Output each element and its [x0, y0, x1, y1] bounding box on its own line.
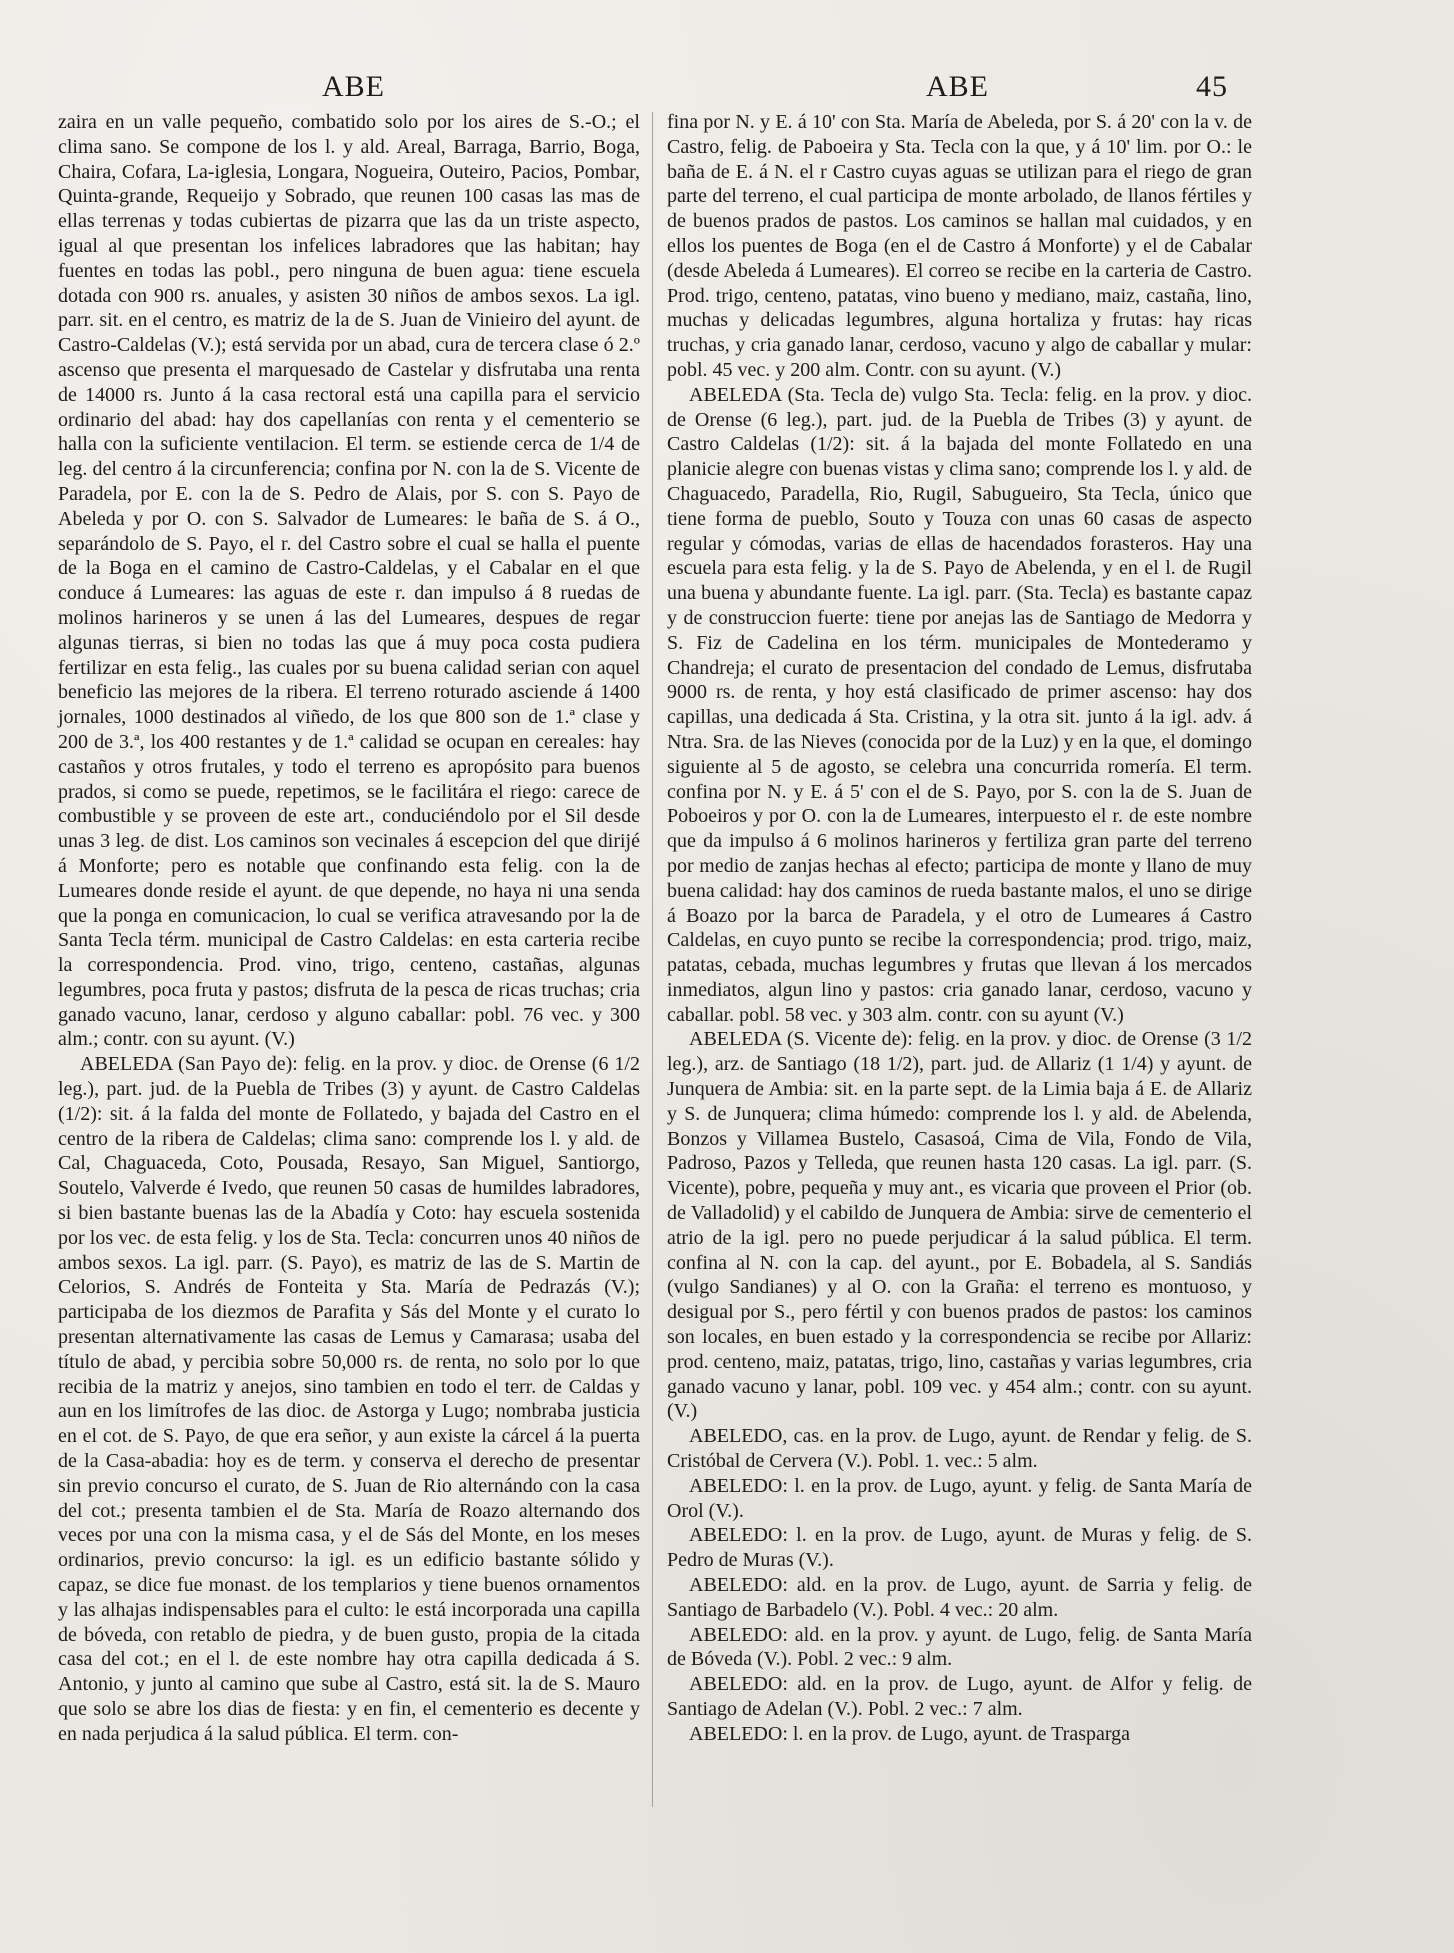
entry-abeleda-s-vicente: ABELEDA (S. Vicente de): felig. en la prov. y dioc. de Orense (3 1/2 leg.), arz. de Santiago (18 1/2), part. jud. de Allariz (1 1/4) y ayunt. de Junquera de Ambia: sit. en la parte sept. de la Limia baja á E. de Allariz y S. de Junquera; clima húmedo: comprende los l. y ald. de Abelenda, Bonzos y Villamea Bustelo, Casasoá, Cima de Vila, Fondo de Vila, Padroso, Pazos y Telleda, que reunen hasta 120 casas. La igl. parr. (S. Vicente), pobre, pequeña y muy ant., es vicaria que proveen el Prior (ob. de Valladolid) y el cabildo de Junquera de Ambia: sirve de cementerio el atrio de la igl. pero no puede perjudicar á la salud pública. El term. confina al N. con la cap. del ayunt., por E. Bobadela, al S. Sandiás (vulgo Sandianes) y al O. con la Graña: el terreno es montuoso, y desigual por S., pero fértil y con buenos prados de pastos: los caminos son locales, en buen estado y la correspondencia se recibe por Allariz: prod. centeno, maiz, patatas, trigo, lino, castañas y varias legumbres, cria ganado vacuno y lanar, pobl. 109 vec. y 454 alm.; contr. con su ayunt. (V.)	[667, 1028, 1252, 1423]
column-divider	[652, 112, 653, 1807]
left-column	[58, 110, 640, 1747]
paragraph-continuation: zaira en un valle pequeño, combatido solo por los aires de S.-O.; el clima sano. Se compone de los l. y ald. Areal, Barraga, Barrio, Boga, Chaira, Cofara, La-iglesia, Longara, Nogueira, Outeiro, Pacios, Pombar, Quinta-grande, Requeijo y Sobrado, que reunen 100 casas las mas de ellas terrenas y todas cubiertas de pizarra que las da un triste aspecto, igual al que presentan los infelices labradores que las habitan; hay fuentes en todas las pobl., pero ninguna de buen agua: tiene escuela dotada con 900 rs. anuales, y asisten 30 niños de ambos sexos. La igl. parr. sit. en el centro, es matriz de la de S. Juan de Vinieiro del ayunt. de Castro-Caldelas (V.); está servida por un abad, cura de tercera clase ó 2.º ascenso que presenta el marquesado de Castelar y disfrutaba una renta de 14000 rs. Junto á la casa rectoral está una capilla para el servicio ordinario del abad: hay dos capellanías con renta y el cementerio se halla con la suficiente ventilacion. El term. se estiende cerca de 1/4 de leg. del centro á la circunferencia; confina por N. con la de S. Vicente de Paradela, por E. con la de S. Pedro de Alais, por S. con S. Payo de Abeleda y por O. con S. Salvador de Lumeares: le baña de S. á O., separándolo de S. Payo, el r. del Castro sobre el cual se halla el puente de la Boga en el camino de Castro-Caldelas, y el Cabalar en el que conduce á Lumeares: las aguas de este r. dan impulso á 8 ruedas de molinos harineros y se unen á las del Lumeares, despues de regar algunas tierras, si bien no todas las que á muy poca costa pudiera fertilizar en esta felig., las cuales por su buena calidad serian con aquel beneficio las mejores de la ribera. El terreno roturado asciende á 1400 jornales, 1000 destinados al viñedo, de los que 800 son de 1.ª clase y 200 de 3.ª, los 400 restantes y de 1.ª calidad se ocupan en cereales: hay castaños y otros frutales, y todo el terreno es apropósito para buenos prados, si como se puede, repetimos, se le facilitára el riego: carece de combustible y se proveen de este art., conduciéndolo por el Sil desde unas 3 leg. de dist. Los caminos son vecinales á escepcion del que dirijé á Monforte; pero es notable que confinando esta felig. con la de Lumeares donde reside el ayunt. de que depende, no haya ni una senda que la ponga en comunicacion, lo cual se verifica atravesando por la de Santa Tecla térm. municipal de Castro Caldelas: en esta carteria recibe la correspondencia. Prod. vino, trigo, centeno, castañas, algunas legumbres, poca fruta y pastos; disfruta de la pesca de ricas truchas; cria ganado vacuno, lanar, cerdoso y alguno caballar: pobl. 76 vec. y 300 alm.; contr. con su ayunt. (V.)	[58, 111, 640, 1051]
entry-abeleda-san-payo: ABELEDA (San Payo de): felig. en la prov. y dioc. de Orense (6 1/2 leg.), part. jud. de la Puebla de Tribes (3) y ayunt. de Castro Caldelas (1/2): sit. á la falda del monte de Follatedo, y bajada del Castro en el centro de la ribera de Caldelas; clima sano: comprende los l. y ald. de Cal, Chaguaceda, Coto, Pousada, Resayo, San Miguel, Santiorgo, Soutelo, Valverde é Ivedo, que reunen 50 casas de humildes labradores, si bien bastante buenas las de la Abadía y Coto: hay escuela sostenida por los vec. de esta felig. y los de Sta. Tecla: concurren unos 40 niños de ambos sexos. La igl. parr. (S. Payo), es matriz de las de S. Martin de Celorios, S. Andrés de Fonteita y Sta. María de Pedrazás (V.); participaba de los diezmos de Parafita y Sás del Monte y el curato lo presentan alternativamente las casas de Lemus y Camarasa; usaba del título de abad, y percibia sobre 50,000 rs. de renta, no solo por lo que recibia de la matriz y anejos, sino tambien en todo el terr. de Caldas y aun en los limítrofes de las dioc. de Astorga y Lugo; nombraba justicia en el cot. de S. Payo, de que era señor, y aun existe la cárcel á la puerta de la Casa-abadia: hoy es de term. y conserva el derecho de presentar sin previo concurso el curato, de S. Juan de Rio alternándo con la casa del cot.; presenta tambien el de Sta. María de Roazo alternando dos veces por una con la misma casa, y el de Sás del Monte, en los meses ordinarios, previo concurso: la igl. es un edificio bastante sólido y capaz, se dice fue monast. de los templarios y tiene buenos ornamentos y las alhajas indispensables para el culto: le está incorporada una capilla de bóveda, con retablo de piedra, y de buen gusto, propia de la citada casa del cot.; en el l. de este nombre hay otra capilla dedicada á S. Antonio, y junto al camino que sube al Castro, está sit. la de S. Mauro que solo se abre los dias de fiesta: y en fin, el cementerio es decente y en nada perjudica á la salud pública. El term. con-	[58, 1053, 640, 1745]
paragraph-continuation: fina por N. y E. á 10' con Sta. María de Abeleda, por S. á 20' con la v. de Castro, felig. de Paboeira y Sta. Tecla con la que, y á 10' lim. por O.: le baña de E. á N. el r Castro cuyas aguas se utilizan para el riego de gran parte del terreno, el cual participa de monte arbolado, de llanos fértiles y de buenos prados de pastos. Los caminos se hallan mal cuidados, y en ellos los puentes de Boga (en el de Castro á Monforte) y el de Cabalar (desde Abeleda á Lumeares). El correo se recibe en la carteria de Castro. Prod. trigo, centeno, patatas, vino bueno y mediano, maiz, castaña, lino, muchas y delicadas legumbres, alguna hortaliza y frutas: hay ricas truchas, y cria ganado lanar, cerdoso, vacuno y algo de caballar y mular: pobl. 45 vec. y 200 alm. Contr. con su ayunt. (V.)	[667, 111, 1252, 381]
running-head-left: ABE	[322, 70, 385, 103]
entry-abeledo-muras: ABELEDO: l. en la prov. de Lugo, ayunt. de Muras y felig. de S. Pedro de Muras (V.).	[667, 1524, 1252, 1572]
right-column	[667, 110, 1252, 1747]
entry-abeledo-rendar: ABELEDO, cas. en la prov. de Lugo, ayunt. de Rendar y felig. de S. Cristóbal de Cervera (V.). Pobl. 1. vec.: 5 alm.	[667, 1425, 1252, 1473]
entry-abeledo-trasparga: ABELEDO: l. en la prov. de Lugo, ayunt. de Trasparga	[689, 1722, 1131, 1745]
entry-abeledo-alfor: ABELEDO: ald. en la prov. de Lugo, ayunt. de Alfor y felig. de Santiago de Adelan (V.). Pobl. 2 vec.: 7 alm.	[667, 1673, 1252, 1720]
page-number: 45	[1196, 70, 1228, 103]
running-head-right: ABE	[926, 70, 989, 103]
entry-abeledo-boveda: ABELEDO: ald. en la prov. y ayunt. de Lugo, felig. de Santa María de Bóveda (V.). Pobl. 2 vec.: 9 alm.	[667, 1623, 1252, 1671]
entry-abeledo-sarria: ABELEDO: ald. en la prov. de Lugo, ayunt. de Sarria y felig. de Santiago de Barbadelo (V.). Pobl. 4 vec.: 20 alm.	[667, 1574, 1252, 1621]
entry-abeleda-sta-tecla: ABELEDA (Sta. Tecla de) vulgo Sta. Tecla: felig. en la prov. y dioc. de Orense (6 leg.), part. jud. de la Puebla de Tribes (3) y ayunt. de Castro Caldelas (1/2): sit. á la bajada del monte Follatedo en una planicie alegre con buenas vistas y clima sano; comprende los l. y ald. de Chaguacedo, Paradella, Rio, Rugil, Sabugueiro, Sta Tecla, único que tiene forma de pueblo, Souto y Touza con unas 60 casas de aspecto regular y cómodas, varias de ellas de hacendados forasteros. Hay una escuela para esta felig. y la de S. Payo de Abelenda, y en el l. de Rugil una buena y abundante fuente. La igl. parr. (Sta. Tecla) es bastante capaz y de construccion fuerte: tiene por anejas las de Santiago de Medorra y S. Fiz de Cadelina en los térm. municipales de Montederamo y Chandreja; el curato de presentacion del condado de Lemus, disfrutaba 9000 rs. de renta, y hoy está clasificado de primer ascenso: hay dos capillas, una dedicada á Sta. Cristina, y la otra sit. junto á la igl. adv. á Ntra. Sra. de las Nieves (conocida por de la Luz) y en la que, el domingo siguiente al 5 de agosto, se celebra una concurrida romería. El term. confina por N. y E. á 5' con el de S. Payo, por S. con la de S. Juan de Poboeiros y por O. con la de Lumeares, interpuesto el r. de este nombre que da impulso á 6 molinos harineros y fertiliza gran parte del terreno por medio de zanjas hechas al efecto; participa de monte y llano de muy buena calidad: hay dos caminos de rueda bastante malos, el uno se dirige á Boazo por la barca de Paradela, y el otro de Lumeares á Castro Caldelas, en cuyo punto se recibe la correspondencia; prod. trigo, maiz, patatas, cebada, muchas legumbres y frutas que llevan á los mercados inmediatos, algun lino y pastos: cria ganado lanar, cerdoso, vacuno y caballar. pobl. 58 vec. y 303 alm. contr. con su ayunt (V.)	[667, 383, 1252, 1026]
entry-abeledo-orol: ABELEDO: l. en la prov. de Lugo, ayunt. y felig. de Santa María de Orol (V.).	[667, 1474, 1252, 1522]
